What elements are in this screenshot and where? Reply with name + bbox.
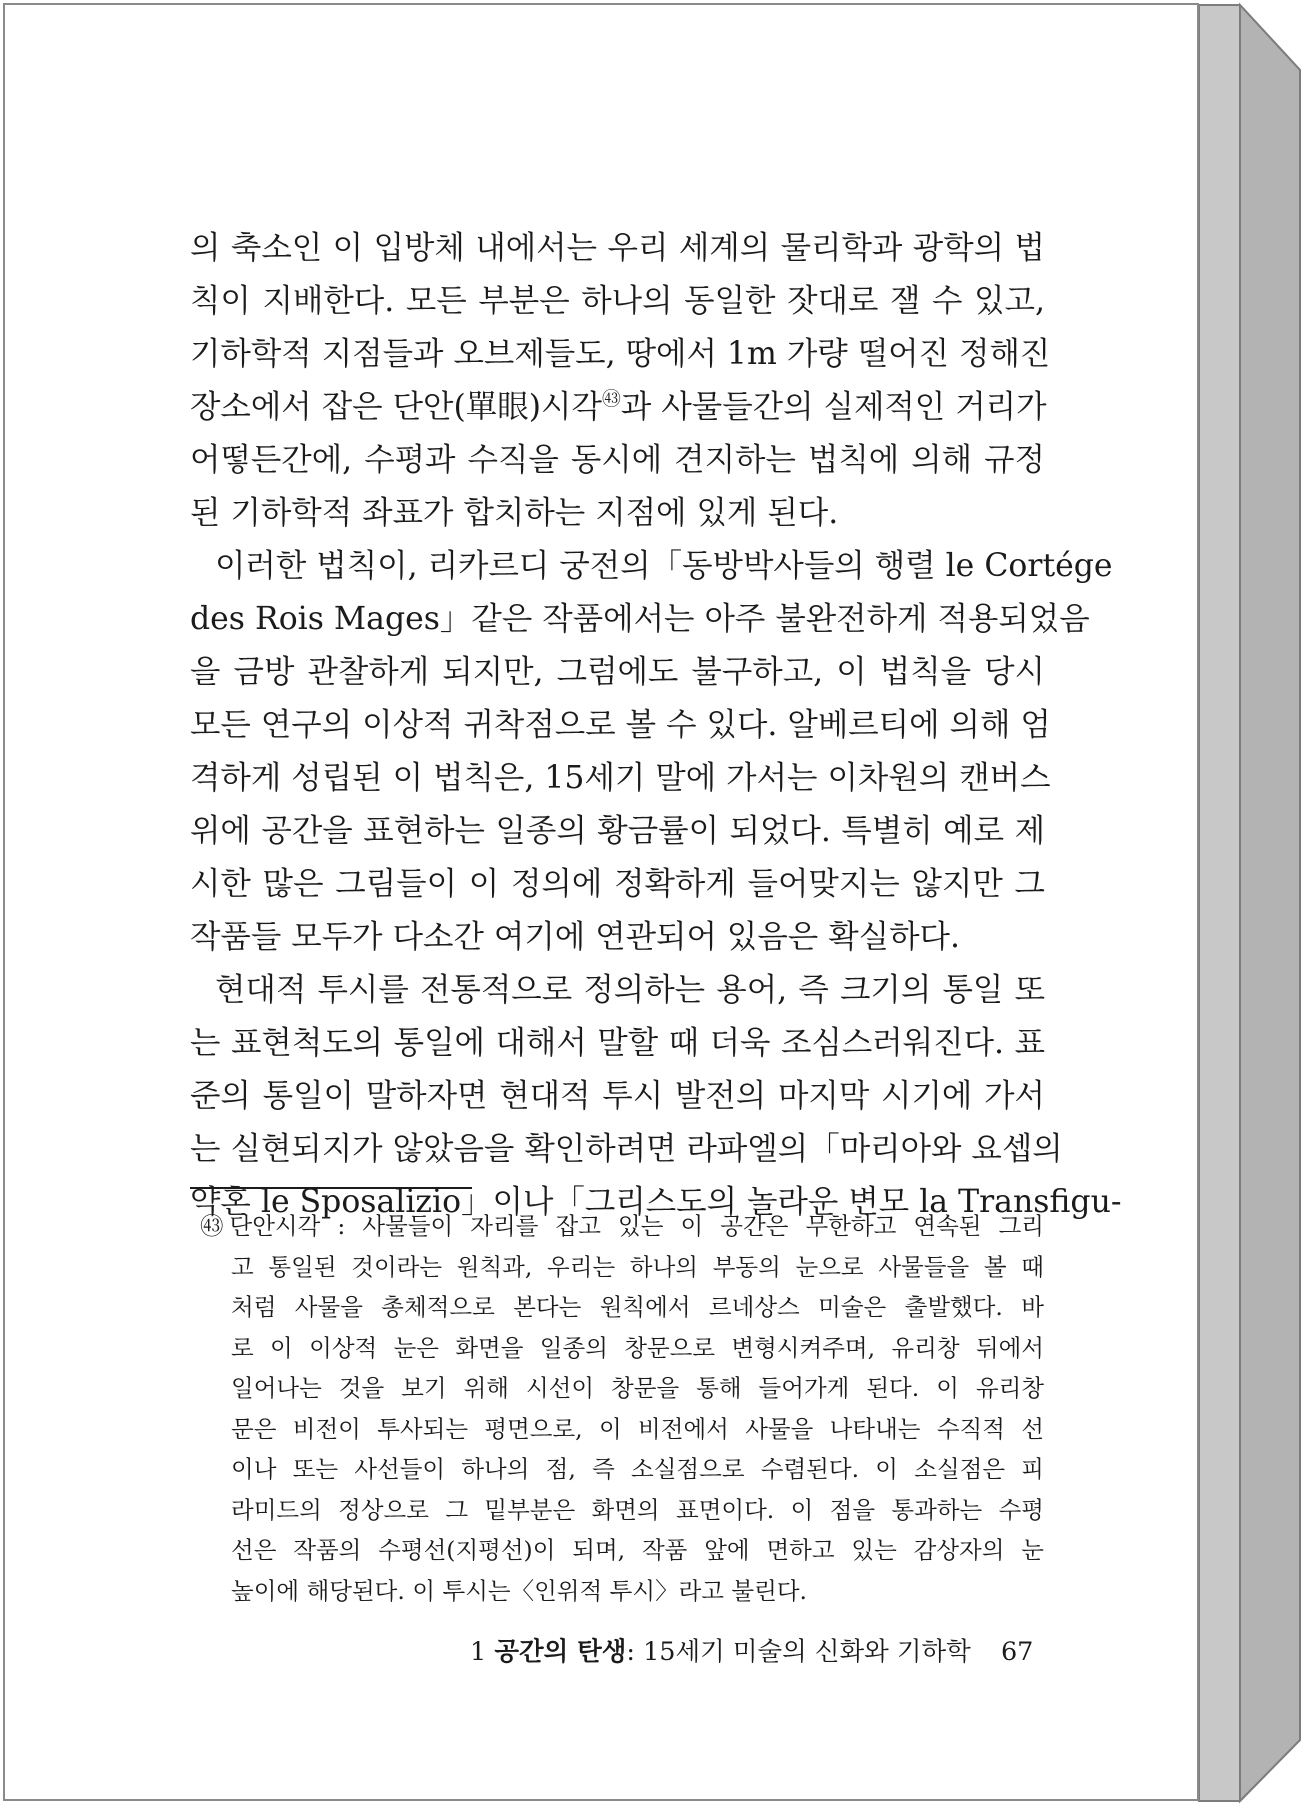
footnote-text: 단안시각 : 사물들이 자리를 잡고 있는 이 공간은 무한하고 연속된 그리	[229, 1212, 1044, 1240]
footnote-line: 문은 비전이 투사되는 평면으로, 이 비전에서 사물을 나타내는 수직적 선	[231, 1414, 1044, 1443]
text-line: des Rois Mages」같은 작품에서는 아주 불완전하게 적용되었음	[190, 601, 1090, 637]
footnote-line: 높이에 해당된다. 이 투시는〈인위적 투시〉라고 불린다.	[231, 1576, 808, 1605]
footnote	[200, 1206, 1044, 1611]
text-segment: 장소에서 잡은 단안(單眼)시각	[190, 389, 602, 425]
footnote-reference: ㊸	[601, 388, 621, 410]
text-line: 는 표현척도의 통일에 대해서 말할 때 더욱 조심스러워진다. 표	[190, 1025, 1045, 1061]
footnote-marker: ㊸	[200, 1212, 224, 1240]
chapter-title: 공간의 탄생	[494, 1637, 627, 1667]
text-line: 된 기하학적 좌표가 합치하는 지점에 있게 된다.	[190, 495, 839, 531]
page-number: 67	[1000, 1637, 1034, 1667]
footnote-divider	[190, 1187, 472, 1189]
chapter-subtitle: : 15세기 미술의 신화와 기하학	[626, 1637, 971, 1667]
text-line: 위에 공간을 표현하는 일종의 황금률이 되었다. 특별히 예로 제	[190, 813, 1045, 849]
chapter-number: 1	[470, 1637, 487, 1667]
text-line: 을 금방 관찰하게 되지만, 그럼에도 불구하고, 이 법칙을 당시	[190, 654, 1045, 690]
text-line: 는 실현되지가 않았음을 확인하려면 라파엘의「마리아와 요셉의	[190, 1131, 1063, 1167]
main-text	[190, 222, 1122, 1229]
text-segment: 과 사물들간의 실제적인 거리가	[620, 389, 1047, 425]
text-line: 기하학적 지점들과 오브제들도, 땅에서 1m 가량 떨어진 정해진	[190, 336, 1051, 372]
text-line: 의 축소인 이 입방체 내에서는 우리 세계의 물리학과 광학의 법	[190, 230, 1045, 266]
text-line: 모든 연구의 이상적 귀착점으로 볼 수 있다. 알베르티에 의해 엄	[190, 707, 1051, 743]
text-line: 준의 통일이 말하자면 현대적 투시 발전의 마지막 시기에 가서	[190, 1078, 1045, 1114]
footnote-line: 이나 또는 사선들이 하나의 점, 즉 소실점으로 수렴된다. 이 소실점은 피	[231, 1455, 1044, 1483]
text-line: 격하게 성립된 이 법칙은, 15세기 말에 가서는 이차원의 캔버스	[190, 760, 1051, 796]
text-line	[190, 381, 1045, 434]
footnote-line: 선은 작품의 수평선(지평선)이 되며, 작품 앞에 면하고 있는 감상자의 눈	[231, 1536, 1044, 1564]
footnote-line: 처럼 사물을 총체적으로 본다는 원칙에서 르네상스 미술은 출발했다. 바	[231, 1293, 1044, 1321]
text-line: 이러한 법칙이, 리카르디 궁전의「동방박사들의 행렬 le Cortége	[215, 548, 1113, 584]
text-line: 현대적 투시를 전통적으로 정의하는 용어, 즉 크기의 통일 또	[215, 972, 1045, 1008]
footnote-line	[200, 1206, 1044, 1247]
footnote-line: 로 이 이상적 눈은 화면을 일종의 창문으로 변형시켜주며, 유리창 뒤에서	[231, 1333, 1044, 1362]
text-line: 칙이 지배한다. 모든 부분은 하나의 동일한 잣대로 잴 수 있고,	[190, 283, 1045, 319]
running-footer	[470, 1632, 1034, 1672]
footnote-line: 라미드의 정상으로 그 밑부분은 화면의 표면이다. 이 점을 통과하는 수평	[231, 1495, 1044, 1524]
footnote-line: 일어나는 것을 보기 위해 시선이 창문을 통해 들어가게 된다. 이 유리창	[231, 1374, 1044, 1402]
text-line: 시한 많은 그림들이 이 정의에 정확하게 들어맞지는 않지만 그	[190, 866, 1045, 902]
footnote-line: 고 통일된 것이라는 원칙과, 우리는 하나의 부동의 눈으로 사물들을 볼 때	[231, 1252, 1044, 1281]
text-line: 작품들 모두가 다소간 여기에 연관되어 있음은 확실하다.	[190, 919, 960, 955]
text-line: 어떻든간에, 수평과 수직을 동시에 견지하는 법칙에 의해 규정	[190, 442, 1045, 478]
text-line: 약혼 le Sposalizio」이나「그리스도의 놀라운 변모 la Transfigu-	[190, 1184, 1122, 1220]
